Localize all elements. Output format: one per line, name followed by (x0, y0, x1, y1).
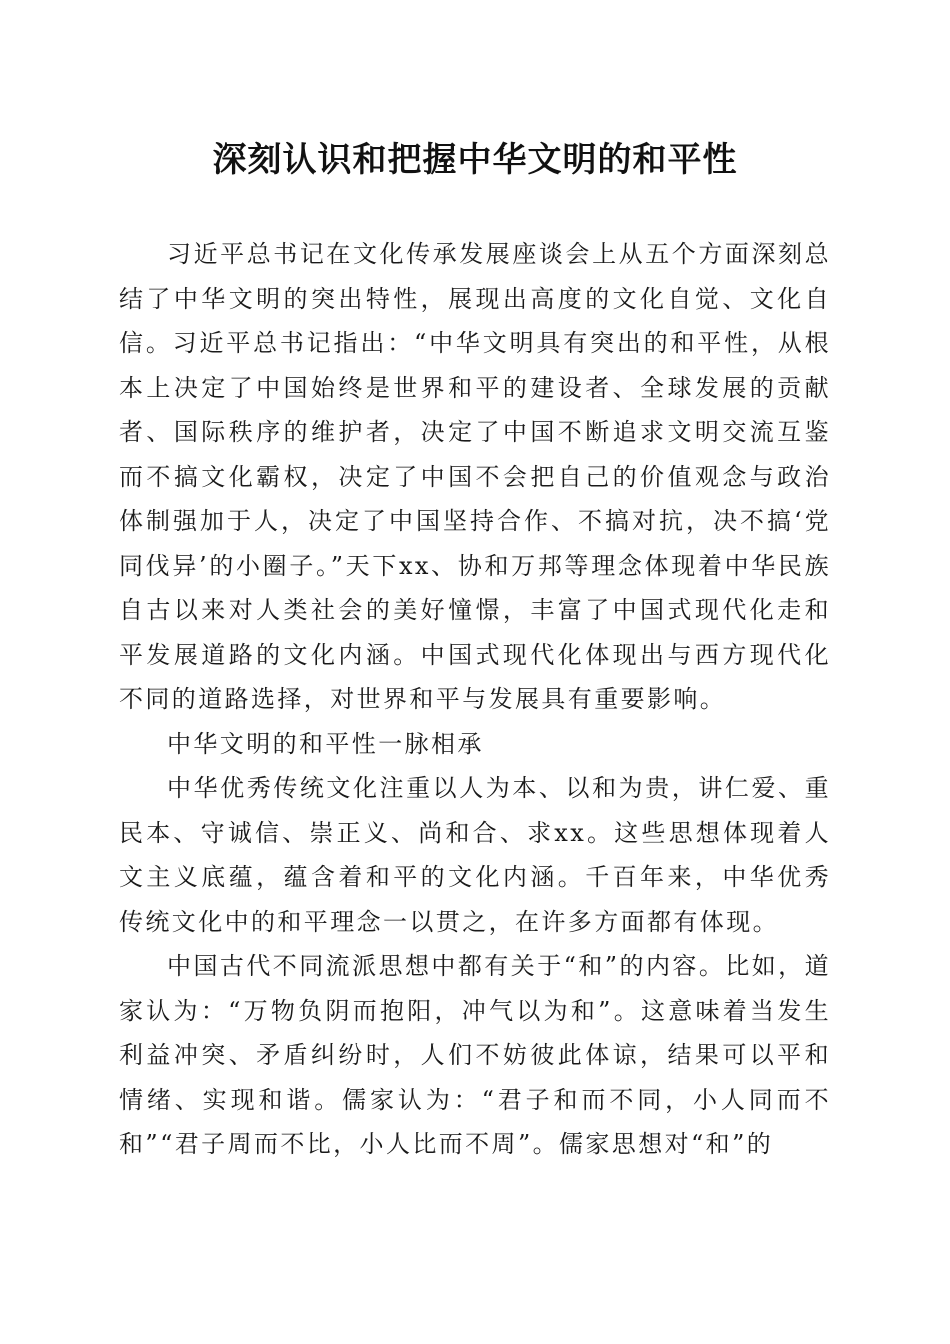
section-heading: 中华文明的和平性一脉相承 (167, 729, 484, 758)
paragraph-schools: 中国古代不同流派思想中都有关于“和”的内容。比如，道家认为：“万物负阴而抱阳，冲气以为和”。这意味着当发生利益冲突、矛盾纠纷时，人们不妨彼此体谅，结果可以平和情绪、实现和谐。儒家认为：“君子和而不同，小人同而不和”“君子周而不比，小人比而不周”。儒家思想对“和”的 (119, 952, 831, 1158)
paragraph-culture: 中华优秀传统文化注重以人为本、以和为贵，讲仁爱、重民本、守诚信、崇正义、尚和合、求xx。这些思想体现着人文主义底蕴，蕴含着和平的文化内涵。千百年来，中华优秀传统文化中的和平理念一以贯之，在许多方面都有体现。 (119, 774, 831, 936)
document-title: 深刻认识和把握中华文明的和平性 (212, 140, 738, 180)
document-body (119, 232, 831, 1167)
paragraph-intro: 习近平总书记在文化传承发展座谈会上从五个方面深刻总结了中华文明的突出特性，展现出高度的文化自觉、文化自信。习近平总书记指出：“中华文明具有突出的和平性，从根本上决定了中国始终是世界和平的建设者、全球发展的贡献者、国际秩序的维护者，决定了中国不断追求文明交流互鉴而不搞文化霸权，决定了中国不会把自己的价值观念与政治体制强加于人，决定了中国坚持合作、不搞对抗，决不搞‘党同伐异’的小圈子。”天下xx、协和万邦等理念体现着中华民族自古以来对人类社会的美好憧憬，丰富了中国式现代化走和平发展道路的文化内涵。中国式现代化体现出与西方现代化不同的道路选择，对世界和平与发展具有重要影响。 (119, 240, 831, 713)
